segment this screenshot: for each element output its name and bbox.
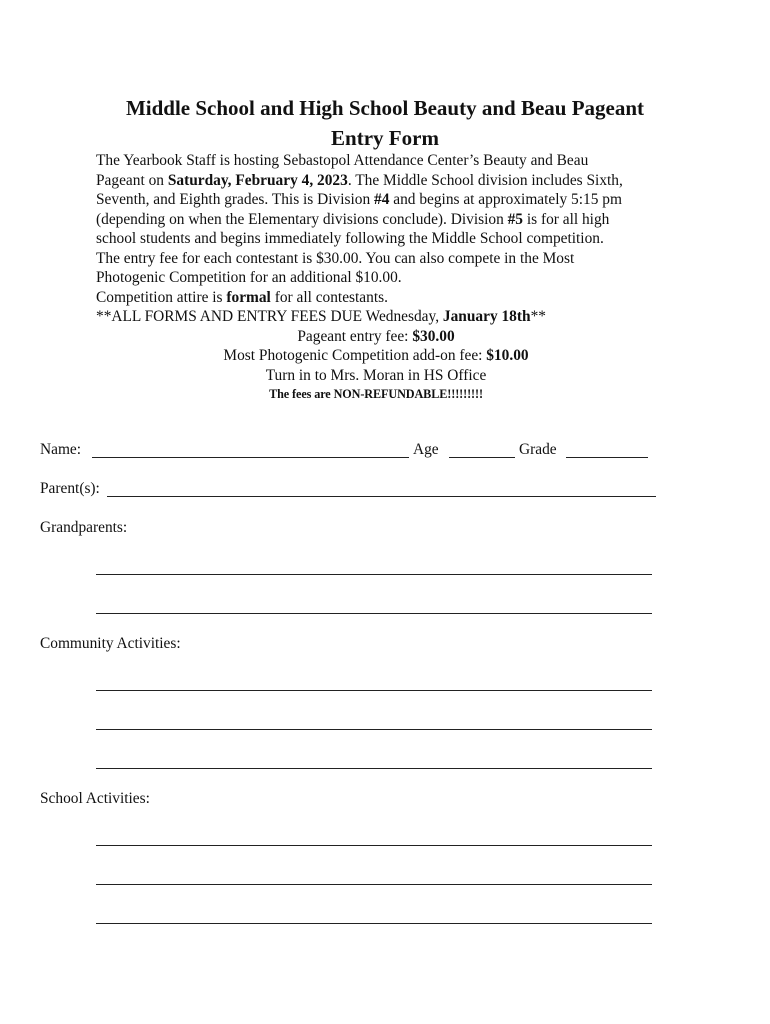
intro-line: Photogenic Competition for an additional $10.00. bbox=[96, 269, 402, 286]
grandparents-label: Grandparents: bbox=[40, 519, 128, 536]
form-subtitle: Entry Form bbox=[331, 126, 439, 150]
grandparents-blank-1[interactable] bbox=[96, 574, 652, 575]
event-date: Saturday, February 4, 2023 bbox=[167, 171, 348, 189]
community-blank-1[interactable] bbox=[96, 690, 652, 691]
grandparents-blank-2[interactable] bbox=[96, 613, 652, 614]
intro-line: Seventh, and Eighth grades. This is Division #4 and begins at approximately 5:15 pm bbox=[96, 191, 622, 208]
school-blank-3[interactable] bbox=[96, 923, 652, 924]
community-blank-3[interactable] bbox=[96, 768, 652, 769]
intro-line: Competition attire is formal for all contestants. bbox=[96, 288, 388, 306]
photogenic-fee-line: Most Photogenic Competition add-on fee: $10.00 bbox=[223, 347, 529, 364]
intro-line: (depending on when the Elementary divisions conclude). Division #5 is for all high bbox=[96, 210, 610, 228]
community-activities-label: Community Activities: bbox=[40, 635, 181, 652]
intro-line: The Yearbook Staff is hosting Sebastopol Attendance Center’s Beauty and Beau bbox=[96, 152, 589, 169]
grade-label: Grade bbox=[519, 441, 557, 458]
form-title: Middle School and High School Beauty and Beau Pageant bbox=[125, 96, 645, 120]
parents-label: Parent(s): bbox=[40, 480, 100, 497]
refund-notice: The fees are NON-REFUNDABLE!!!!!!!!! bbox=[269, 387, 483, 401]
community-blank-2[interactable] bbox=[96, 729, 652, 730]
attire: formal bbox=[226, 288, 271, 306]
division-middle: #4 bbox=[374, 191, 390, 208]
division-high: #5 bbox=[507, 210, 523, 228]
age-label: Age bbox=[413, 441, 439, 458]
intro-line: The entry fee for each contestant is $30.00. You can also compete in the Most bbox=[96, 249, 575, 267]
grade-blank[interactable] bbox=[566, 457, 648, 458]
school-blank-1[interactable] bbox=[96, 845, 652, 846]
entry-fee-line: Pageant entry fee: $30.00 bbox=[297, 327, 455, 345]
name-blank[interactable] bbox=[92, 457, 409, 458]
intro-paragraph bbox=[96, 151, 686, 405]
name-label: Name: bbox=[40, 441, 82, 458]
photogenic-fee-value: $10.00 bbox=[486, 347, 529, 364]
school-activities-label: School Activities: bbox=[40, 790, 150, 807]
entry-fee-value: $30.00 bbox=[412, 327, 455, 345]
due-date-line: **ALL FORMS AND ENTRY FEES DUE Wednesday, January 18th** bbox=[96, 308, 546, 325]
school-blank-2[interactable] bbox=[96, 884, 652, 885]
age-blank[interactable] bbox=[449, 457, 515, 458]
due-date: January 18th bbox=[442, 308, 531, 325]
intro-line: school students and begins immediately following the Middle School competition. bbox=[96, 230, 604, 247]
parents-blank[interactable] bbox=[107, 496, 656, 497]
turn-in-line: Turn in to Mrs. Moran in HS Office bbox=[265, 366, 487, 384]
intro-line: Pageant on Saturday, February 4, 2023. The Middle School division includes Sixth, bbox=[96, 171, 623, 189]
